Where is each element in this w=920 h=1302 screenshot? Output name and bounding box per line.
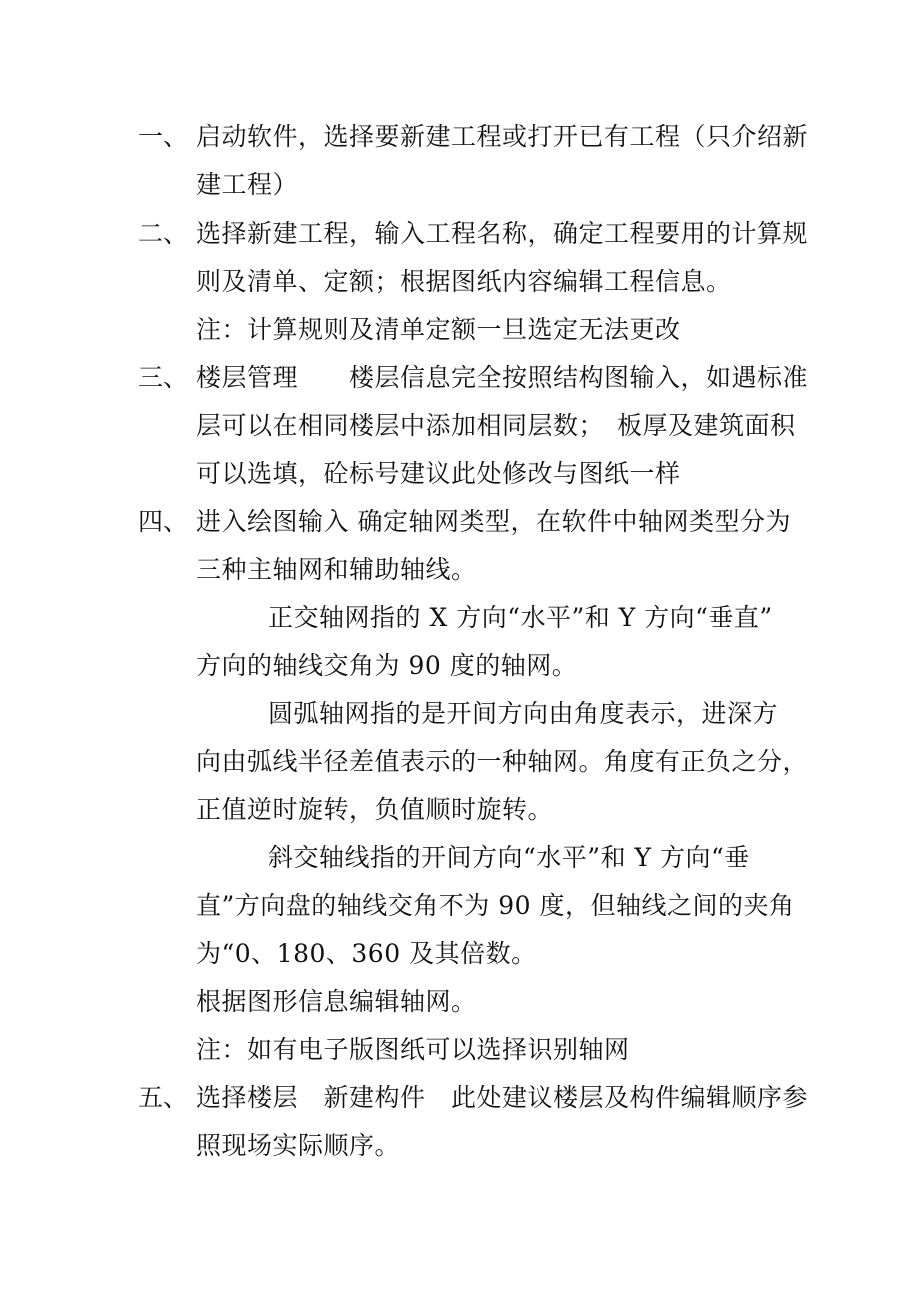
section-number-5: 五、 [138,1083,189,1112]
section-number-1: 一、 [138,122,189,151]
section-2-line-1: 选择新建工程，输入工程名称，确定工程要用的计算规 [196,219,809,248]
section-3-line-2: 层可以在相同楼层中添加相同层数； 板厚及建筑面积 [196,411,796,440]
section-4-orthogonal-line-1: 正交轴网指的 X 方向“水平”和 Y 方向“垂直” [268,603,773,632]
section-4-arc-line-3: 正值逆时旋转，负值顺时旋转。 [196,795,554,824]
section-2-line-2: 则及清单、定额；根据图纸内容编辑工程信息。 [196,267,732,296]
section-4-line-1: 进入绘图输入 确定轴网类型，在软件中轴网类型分为 [196,507,791,536]
section-4-oblique-line-2: 直”方向盘的轴线交角不为 90 度，但轴线之间的夹角 [196,891,795,920]
section-3-line-1: 楼层管理 楼层信息完全按照结构图输入，如遇标准 [196,363,809,392]
section-4-oblique-line-1: 斜交轴线指的开间方向“水平”和 Y 方向“垂 [268,843,750,872]
section-4-arc-line-1: 圆弧轴网指的是开间方向由角度表示，进深方 [268,699,779,728]
section-3-line-3: 可以选填，砼标号建议此处修改与图纸一样 [196,459,681,488]
section-4-arc-line-2: 向由弧线半径差值表示的一种轴网。角度有正负之分， [196,747,809,776]
section-1-line-1: 启动软件，选择要新建工程或打开已有工程（只介绍新 [196,122,809,151]
section-5-line-1: 选择楼层 新建构件 此处建议楼层及构件编辑顺序参 [196,1083,809,1112]
section-4-orthogonal-line-2: 方向的轴线交角为 90 度的轴网。 [196,651,578,680]
section-number-2: 二、 [138,219,189,248]
section-4-line-2: 三种主轴网和辅助轴线。 [196,555,477,584]
section-4-oblique-line-3: 为“0、180、360 及其倍数。 [196,939,537,968]
section-1-line-2: 建工程） [196,170,299,199]
section-4-edit-grid: 根据图形信息编辑轴网。 [196,987,477,1016]
section-number-3: 三、 [138,363,189,392]
section-2-note: 注：计算规则及清单定额一旦选定无法更改 [196,315,681,344]
section-number-4: 四、 [138,507,189,536]
section-5-line-2: 照现场实际顺序。 [196,1131,401,1160]
section-4-note: 注：如有电子版图纸可以选择识别轴网 [196,1035,630,1064]
